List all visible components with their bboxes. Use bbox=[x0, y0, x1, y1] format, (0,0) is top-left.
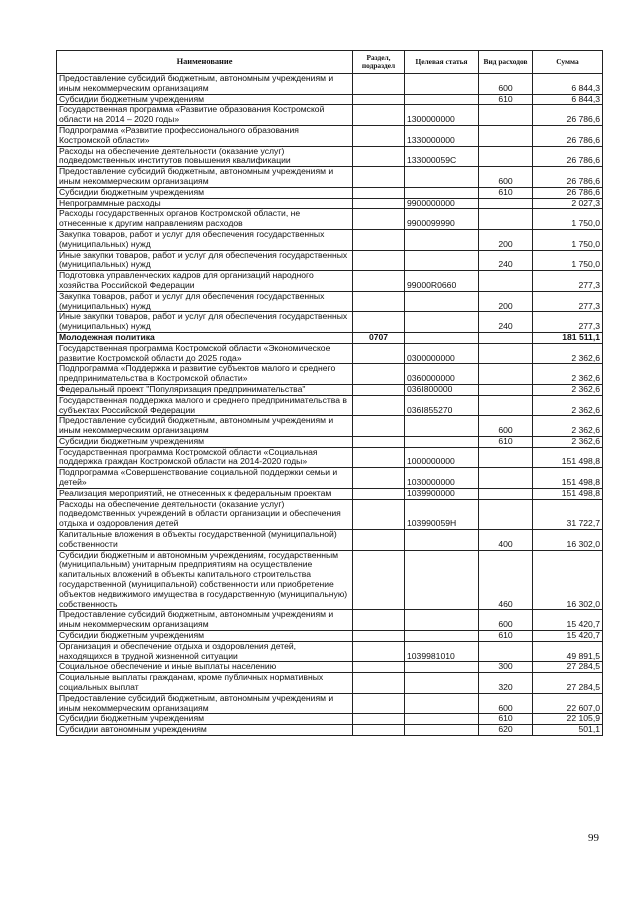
table-row bbox=[57, 74, 603, 95]
row-sum: 26 786,6 bbox=[533, 125, 603, 146]
row-target bbox=[405, 631, 479, 642]
row-expense-type bbox=[479, 488, 533, 499]
row-target bbox=[405, 291, 479, 312]
row-target: 0300000000 bbox=[405, 343, 479, 364]
row-target bbox=[405, 416, 479, 437]
row-name: Расходы на обеспечение деятельности (оказание услуг) подведомственных институтов повышения квалификации bbox=[57, 146, 353, 167]
row-expense-type: 600 bbox=[479, 610, 533, 631]
row-expense-type: 600 bbox=[479, 167, 533, 188]
row-expense-type bbox=[479, 105, 533, 126]
row-name: Предоставление субсидий бюджетным, автономным учреждениям и иным некоммерческим организациям bbox=[57, 167, 353, 188]
row-section bbox=[353, 167, 405, 188]
row-target: 0360000000 bbox=[405, 364, 479, 385]
row-sum: 31 722,7 bbox=[533, 499, 603, 529]
row-name: Федеральный проект "Популяризация предпринимательства" bbox=[57, 384, 353, 395]
table-row bbox=[57, 662, 603, 673]
row-sum: 16 302,0 bbox=[533, 550, 603, 610]
row-name: Государственная программа «Развитие образования Костромской области на 2014 – 2020 годы» bbox=[57, 105, 353, 126]
row-target bbox=[405, 229, 479, 250]
table-row bbox=[57, 146, 603, 167]
row-sum: 26 786,6 bbox=[533, 167, 603, 188]
row-section bbox=[353, 384, 405, 395]
row-name: Предоставление субсидий бюджетным, автономным учреждениям и иным некоммерческим организациям bbox=[57, 416, 353, 437]
page-number: 99 bbox=[588, 832, 599, 844]
row-target bbox=[405, 94, 479, 105]
row-target: 1039900000 bbox=[405, 488, 479, 499]
row-section bbox=[353, 291, 405, 312]
row-sum: 22 105,9 bbox=[533, 714, 603, 725]
row-target: 103990059Н bbox=[405, 499, 479, 529]
row-sum: 15 420,7 bbox=[533, 610, 603, 631]
row-name: Закупка товаров, работ и услуг для обеспечения государственных (муниципальных) нужд bbox=[57, 291, 353, 312]
row-target: 9900000000 bbox=[405, 198, 479, 209]
row-name: Подпрограмма «Совершенствование социальной поддержки семьи и детей» bbox=[57, 468, 353, 489]
row-target: 1000000000 bbox=[405, 447, 479, 468]
row-sum: 151 498,8 bbox=[533, 468, 603, 489]
row-name: Субсидии бюджетным и автономным учреждениям, государственным (муниципальным) унитарным предприятиям на осуществление капитальных вложений в объекты капитального строительства государственной (муниципальной) собственности или приобретение объектов недвижимого имущества в государственную (муниципальную) собственность bbox=[57, 550, 353, 610]
row-expense-type bbox=[479, 364, 533, 385]
row-name: Молодежная политика bbox=[57, 332, 353, 343]
table-row bbox=[57, 610, 603, 631]
row-name: Субсидии бюджетным учреждениям bbox=[57, 714, 353, 725]
row-sum: 2 027,3 bbox=[533, 198, 603, 209]
row-target bbox=[405, 167, 479, 188]
row-sum: 151 498,8 bbox=[533, 447, 603, 468]
row-target: 133000059С bbox=[405, 146, 479, 167]
row-section bbox=[353, 125, 405, 146]
header-expense-type: Вид расходов bbox=[479, 51, 533, 74]
row-target bbox=[405, 530, 479, 551]
row-name: Государственная поддержка малого и среднего предпринимательства в субъектах Российской Федерации bbox=[57, 395, 353, 416]
row-expense-type: 320 bbox=[479, 673, 533, 694]
row-name: Государственная программа Костромской области «Социальная поддержка граждан Костромской области на 2014-2020 годы» bbox=[57, 447, 353, 468]
row-expense-type bbox=[479, 146, 533, 167]
row-expense-type: 400 bbox=[479, 530, 533, 551]
row-sum: 22 607,0 bbox=[533, 693, 603, 714]
row-name: Непрограммные расходы bbox=[57, 198, 353, 209]
row-sum: 277,3 bbox=[533, 312, 603, 333]
header-sum: Сумма bbox=[533, 51, 603, 74]
row-sum: 15 420,7 bbox=[533, 631, 603, 642]
row-section: 0707 bbox=[353, 332, 405, 343]
row-expense-type: 240 bbox=[479, 312, 533, 333]
table-row bbox=[57, 499, 603, 529]
table-row bbox=[57, 94, 603, 105]
row-section bbox=[353, 343, 405, 364]
row-name: Капитальные вложения в объекты государственной (муниципальной) собственности bbox=[57, 530, 353, 551]
table-row bbox=[57, 209, 603, 230]
row-target bbox=[405, 725, 479, 736]
table-row bbox=[57, 488, 603, 499]
row-expense-type bbox=[479, 271, 533, 292]
row-sum: 2 362,6 bbox=[533, 364, 603, 385]
row-section bbox=[353, 146, 405, 167]
row-sum: 1 750,0 bbox=[533, 250, 603, 271]
table-row bbox=[57, 416, 603, 437]
row-target bbox=[405, 662, 479, 673]
row-sum: 26 786,6 bbox=[533, 146, 603, 167]
row-section bbox=[353, 641, 405, 662]
table-row bbox=[57, 229, 603, 250]
row-sum: 2 362,6 bbox=[533, 436, 603, 447]
row-name: Предоставление субсидий бюджетным, автономным учреждениям и иным некоммерческим организациям bbox=[57, 74, 353, 95]
row-name: Подготовка управленческих кадров для организаций народного хозяйства Российской Федерации bbox=[57, 271, 353, 292]
row-section bbox=[353, 714, 405, 725]
row-section bbox=[353, 416, 405, 437]
row-expense-type bbox=[479, 343, 533, 364]
row-target: 036I800000 bbox=[405, 384, 479, 395]
row-target bbox=[405, 74, 479, 95]
row-section bbox=[353, 187, 405, 198]
row-sum: 1 750,0 bbox=[533, 229, 603, 250]
row-expense-type: 600 bbox=[479, 74, 533, 95]
row-expense-type: 610 bbox=[479, 187, 533, 198]
row-sum: 26 786,6 bbox=[533, 187, 603, 198]
row-sum: 181 511,1 bbox=[533, 332, 603, 343]
row-section bbox=[353, 94, 405, 105]
row-target: 1030000000 bbox=[405, 468, 479, 489]
row-sum: 151 498,8 bbox=[533, 488, 603, 499]
row-expense-type bbox=[479, 447, 533, 468]
row-section bbox=[353, 312, 405, 333]
row-expense-type: 610 bbox=[479, 94, 533, 105]
row-sum: 2 362,6 bbox=[533, 343, 603, 364]
row-section bbox=[353, 725, 405, 736]
row-section bbox=[353, 105, 405, 126]
row-expense-type: 610 bbox=[479, 714, 533, 725]
row-sum: 277,3 bbox=[533, 271, 603, 292]
row-expense-type: 610 bbox=[479, 436, 533, 447]
row-expense-type bbox=[479, 499, 533, 529]
row-name: Закупка товаров, работ и услуг для обеспечения государственных (муниципальных) нужд bbox=[57, 229, 353, 250]
row-sum: 277,3 bbox=[533, 291, 603, 312]
row-expense-type bbox=[479, 395, 533, 416]
row-expense-type bbox=[479, 332, 533, 343]
table-row bbox=[57, 530, 603, 551]
row-section bbox=[353, 530, 405, 551]
row-expense-type: 240 bbox=[479, 250, 533, 271]
row-sum: 49 891,5 bbox=[533, 641, 603, 662]
row-name: Иные закупки товаров, работ и услуг для обеспечения государственных (муниципальных) нужд bbox=[57, 250, 353, 271]
row-sum: 16 302,0 bbox=[533, 530, 603, 551]
table-row bbox=[57, 125, 603, 146]
table-row bbox=[57, 167, 603, 188]
table-row bbox=[57, 312, 603, 333]
table-row bbox=[57, 198, 603, 209]
row-section bbox=[353, 198, 405, 209]
row-expense-type: 460 bbox=[479, 550, 533, 610]
row-sum: 26 786,6 bbox=[533, 105, 603, 126]
row-expense-type: 200 bbox=[479, 291, 533, 312]
table-header bbox=[57, 51, 603, 74]
row-target bbox=[405, 610, 479, 631]
table-row bbox=[57, 714, 603, 725]
table-body bbox=[57, 74, 603, 736]
row-expense-type: 610 bbox=[479, 631, 533, 642]
row-name: Предоставление субсидий бюджетным, автономным учреждениям и иным некоммерческим организациям bbox=[57, 693, 353, 714]
row-name: Субсидии автономным учреждениям bbox=[57, 725, 353, 736]
table-row bbox=[57, 550, 603, 610]
row-sum: 1 750,0 bbox=[533, 209, 603, 230]
row-section bbox=[353, 673, 405, 694]
row-section bbox=[353, 395, 405, 416]
table-row bbox=[57, 447, 603, 468]
row-name: Социальные выплаты гражданам, кроме публичных нормативных социальных выплат bbox=[57, 673, 353, 694]
row-target: 99000R0660 bbox=[405, 271, 479, 292]
table-row bbox=[57, 105, 603, 126]
row-target: 1039981010 bbox=[405, 641, 479, 662]
row-sum: 6 844,3 bbox=[533, 74, 603, 95]
row-section bbox=[353, 693, 405, 714]
row-target bbox=[405, 673, 479, 694]
row-name: Подпрограмма «Поддержка и развитие субъектов малого и среднего предпринимательства в Костромской области» bbox=[57, 364, 353, 385]
table-row bbox=[57, 436, 603, 447]
row-expense-type bbox=[479, 198, 533, 209]
header-target: Целевая статья bbox=[405, 51, 479, 74]
row-section bbox=[353, 631, 405, 642]
row-target bbox=[405, 436, 479, 447]
row-name: Иные закупки товаров, работ и услуг для обеспечения государственных (муниципальных) нужд bbox=[57, 312, 353, 333]
table-row bbox=[57, 271, 603, 292]
table-row bbox=[57, 395, 603, 416]
table-row bbox=[57, 725, 603, 736]
row-name: Подпрограмма «Развитие профессионального образования Костромской области» bbox=[57, 125, 353, 146]
row-expense-type bbox=[479, 209, 533, 230]
row-expense-type: 600 bbox=[479, 693, 533, 714]
row-section bbox=[353, 468, 405, 489]
row-expense-type: 600 bbox=[479, 416, 533, 437]
row-section bbox=[353, 550, 405, 610]
table-row bbox=[57, 250, 603, 271]
row-section bbox=[353, 74, 405, 95]
row-target: 036I855270 bbox=[405, 395, 479, 416]
row-section bbox=[353, 250, 405, 271]
row-target: 1330000000 bbox=[405, 125, 479, 146]
header-section: Раздел, подраздел bbox=[353, 51, 405, 74]
table-row bbox=[57, 187, 603, 198]
table-row bbox=[57, 364, 603, 385]
row-name: Организация и обеспечение отдыха и оздоровления детей, находящихся в трудной жизненной ситуации bbox=[57, 641, 353, 662]
row-section bbox=[353, 271, 405, 292]
row-name: Субсидии бюджетным учреждениям bbox=[57, 187, 353, 198]
row-name: Социальное обеспечение и иные выплаты населению bbox=[57, 662, 353, 673]
row-expense-type bbox=[479, 641, 533, 662]
table-row bbox=[57, 468, 603, 489]
row-section bbox=[353, 499, 405, 529]
table-row bbox=[57, 631, 603, 642]
row-name: Расходы на обеспечение деятельности (оказание услуг) подведомственных учреждений в области организации и обеспечения отдыха и оздоровления детей bbox=[57, 499, 353, 529]
row-name: Расходы государственных органов Костромской области, не отнесенные к другим направлениям расходов bbox=[57, 209, 353, 230]
header-name: Наименование bbox=[57, 51, 353, 74]
row-target: 9900099990 bbox=[405, 209, 479, 230]
row-expense-type: 200 bbox=[479, 229, 533, 250]
table-row bbox=[57, 384, 603, 395]
table-row bbox=[57, 332, 603, 343]
table-row bbox=[57, 291, 603, 312]
row-name: Субсидии бюджетным учреждениям bbox=[57, 631, 353, 642]
row-name: Реализация мероприятий, не отнесенных к федеральным проектам bbox=[57, 488, 353, 499]
row-target bbox=[405, 332, 479, 343]
row-name: Государственная программа Костромской области «Экономическое развитие Костромской области до 2025 года» bbox=[57, 343, 353, 364]
row-target bbox=[405, 550, 479, 610]
row-section bbox=[353, 488, 405, 499]
row-expense-type bbox=[479, 468, 533, 489]
row-sum: 2 362,6 bbox=[533, 395, 603, 416]
row-section bbox=[353, 209, 405, 230]
table-row bbox=[57, 343, 603, 364]
row-sum: 2 362,6 bbox=[533, 416, 603, 437]
row-name: Субсидии бюджетным учреждениям bbox=[57, 94, 353, 105]
row-name: Предоставление субсидий бюджетным, автономным учреждениям и иным некоммерческим организациям bbox=[57, 610, 353, 631]
row-name: Субсидии бюджетным учреждениям bbox=[57, 436, 353, 447]
row-sum: 6 844,3 bbox=[533, 94, 603, 105]
row-target: 1300000000 bbox=[405, 105, 479, 126]
budget-table bbox=[56, 50, 603, 736]
table-row bbox=[57, 641, 603, 662]
row-target bbox=[405, 714, 479, 725]
table-row bbox=[57, 673, 603, 694]
row-section bbox=[353, 436, 405, 447]
table-row bbox=[57, 693, 603, 714]
row-target bbox=[405, 693, 479, 714]
row-sum: 27 284,5 bbox=[533, 662, 603, 673]
row-section bbox=[353, 610, 405, 631]
row-section bbox=[353, 662, 405, 673]
row-sum: 501,1 bbox=[533, 725, 603, 736]
row-sum: 2 362,6 bbox=[533, 384, 603, 395]
row-target bbox=[405, 250, 479, 271]
row-sum: 27 284,5 bbox=[533, 673, 603, 694]
row-section bbox=[353, 364, 405, 385]
row-target bbox=[405, 187, 479, 198]
row-expense-type bbox=[479, 384, 533, 395]
row-section bbox=[353, 229, 405, 250]
row-section bbox=[353, 447, 405, 468]
row-target bbox=[405, 312, 479, 333]
row-expense-type bbox=[479, 125, 533, 146]
row-expense-type: 300 bbox=[479, 662, 533, 673]
header-row bbox=[57, 51, 603, 74]
row-expense-type: 620 bbox=[479, 725, 533, 736]
